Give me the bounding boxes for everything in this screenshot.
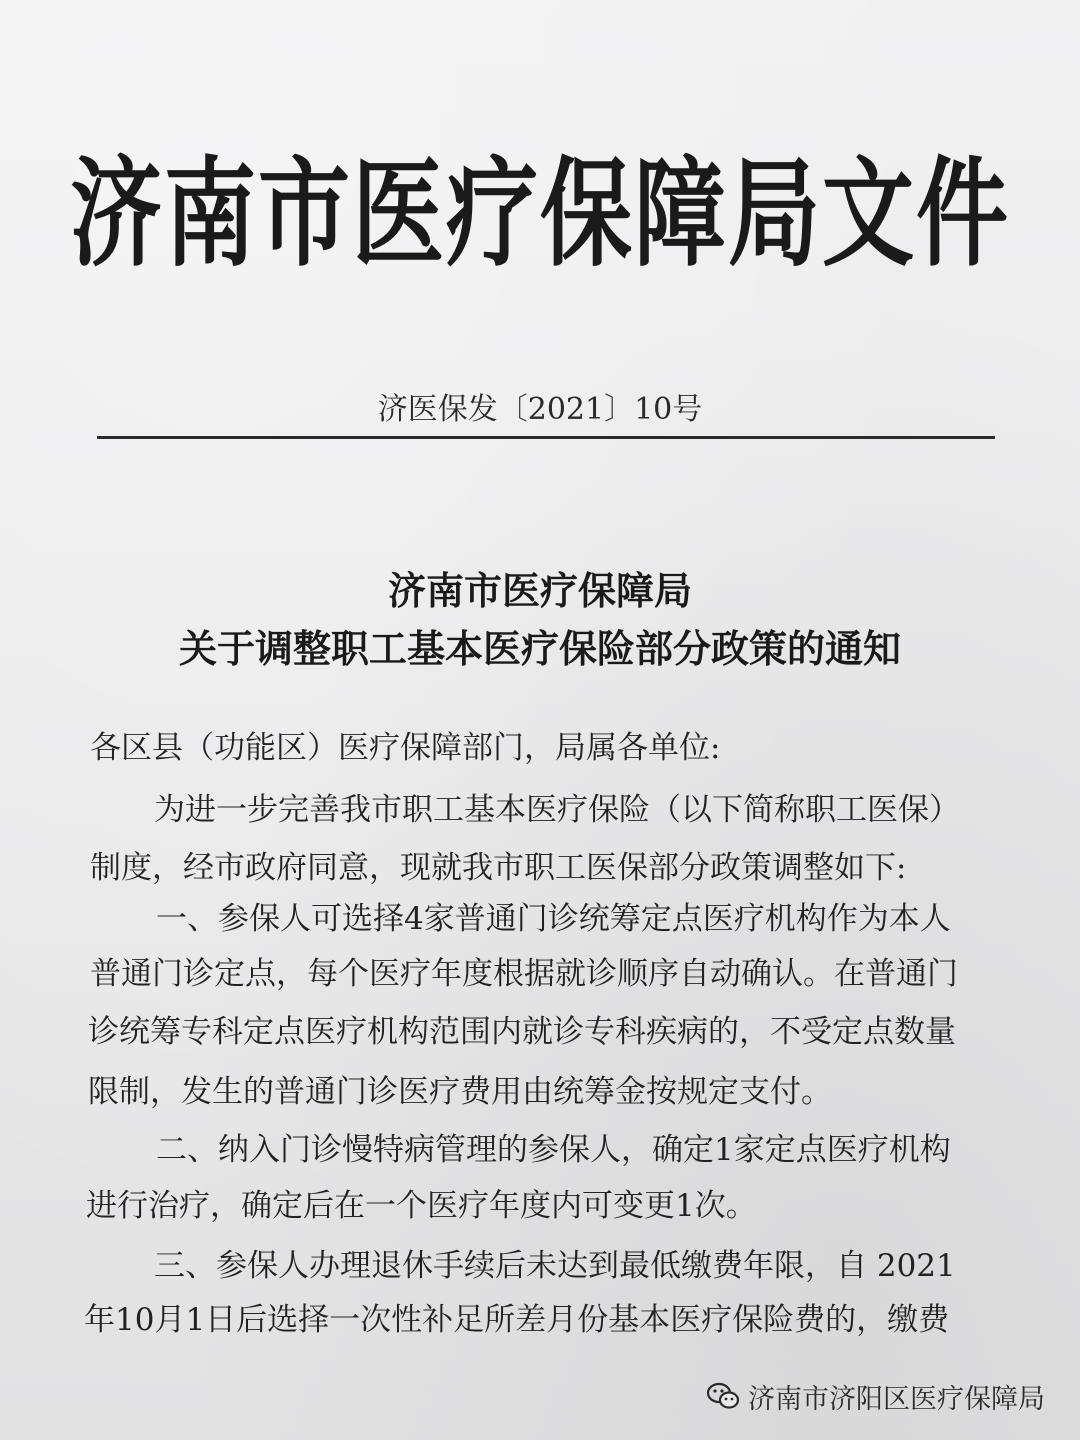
body-line: 一、参保人可选择4家普通门诊统筹定点医疗机构作为本人 (156, 901, 951, 937)
body-line-salutation: 各区县（功能区）医疗保障部门，局属各单位: (90, 730, 721, 766)
body-line: 二、纳入门诊慢特病管理的参保人，确定1家定点医疗机构 (156, 1132, 951, 1168)
body-line: 诊统筹专科定点医疗机构范围内就诊专科疾病的，不受定点数量 (88, 1014, 956, 1050)
body-line: 三、参保人办理退休手续后未达到最低缴费年限，自 2021 (154, 1248, 956, 1284)
body-line: 制度，经市政府同意，现就我市职工医保部分政策调整如下: (90, 850, 907, 886)
document-header-title: 济南市医疗保障局文件 (69, 145, 1010, 283)
body-line: 进行治疗，确定后在一个医疗年度内可变更1次。 (86, 1188, 757, 1224)
notice-title-line1: 济南市医疗保障局 (387, 569, 692, 613)
watermark-text: 济南市济阳区医疗保障局 (748, 1383, 1045, 1415)
body-line: 年10月1日后选择一次性补足所差月份基本医疗保险费的，缴费 (84, 1302, 950, 1338)
document-number: 济医保发〔2021〕10号 (377, 392, 703, 427)
wechat-icon (706, 1381, 740, 1411)
notice-title-line2: 关于调整职工基本医疗保险部分政策的通知 (178, 627, 901, 671)
header-divider (97, 436, 995, 439)
body-line: 限制，发生的普通门诊医疗费用由统筹金按规定支付。 (88, 1074, 832, 1110)
wechat-watermark (706, 1376, 1045, 1416)
body-line: 普通门诊定点，每个医疗年度根据就诊顺序自动确认。在普通门 (90, 956, 958, 992)
body-line: 为进一步完善我市职工基本医疗保险（以下简称职工医保） (154, 792, 960, 828)
